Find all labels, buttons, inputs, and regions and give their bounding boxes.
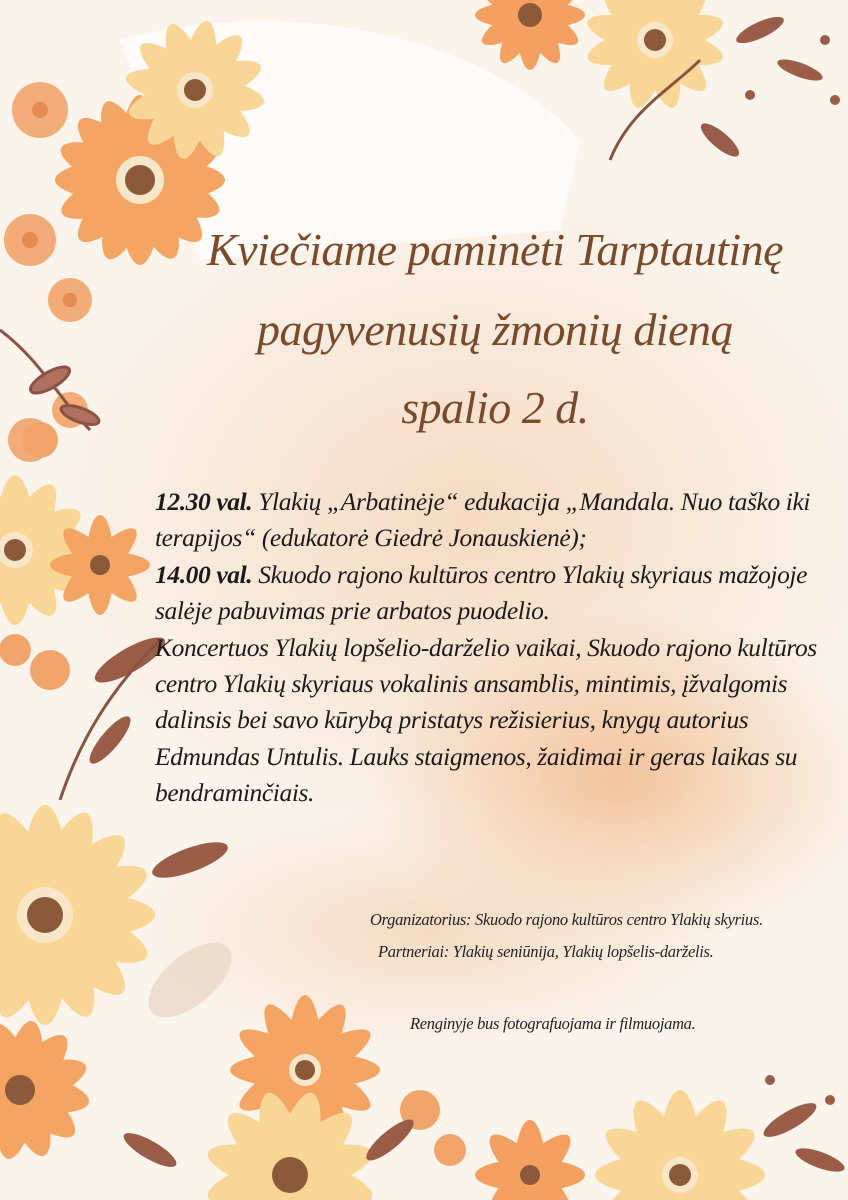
- program-body: [155, 484, 845, 812]
- organizer-text: Organizatorius: Skuodo rajono kultūros centro Ylakių skyrius.: [370, 910, 763, 929]
- program-description: Koncertuos Ylakių lopšelio-darželio vaikai, Skuodo rajono kultūros centro Ylakių skyriaus vokalinis ansamblis, mintimis, įžvalgomis dalinsis bei savo kūrybą pristatys režisierius, knygų autorius Edmundas Untulis. Lauks staigmenos, žaidimai ir geras laikas su bendraminčiais.: [155, 632, 817, 808]
- title-date: spalio 2 d.: [401, 382, 589, 433]
- program-item-2: [155, 557, 845, 630]
- program-item-1-text: Ylakių „Arbatinėje“ edukacija „Mandala. Nuo taško iki terapijos“ (edukatorė Giedrė Jonauskienė);: [155, 487, 811, 553]
- program-item-2-text: Skuodo rajono kultūros centro Ylakių skyriaus mažojoje salėje pabuvimas prie arbatos puodelio.: [155, 559, 808, 626]
- title-line-2: pagyvenusių žmonių dieną: [256, 304, 734, 355]
- partners-text: Partneriai: Ylakių seniūnija, Ylakių lopšelis-darželis.: [378, 942, 714, 961]
- program-item-1-time: 12.30 val.: [155, 487, 253, 516]
- program-item-1: [155, 484, 845, 557]
- photo-notice: Renginyje bus fotografuojama ir filmuojama.: [410, 1014, 696, 1033]
- program-item-2-time: 14.00 val.: [155, 559, 253, 589]
- flower-cluster-top-right-icon: [430, 0, 848, 200]
- title-line-1: Kviečiame paminėti Tarptautinę: [206, 224, 784, 275]
